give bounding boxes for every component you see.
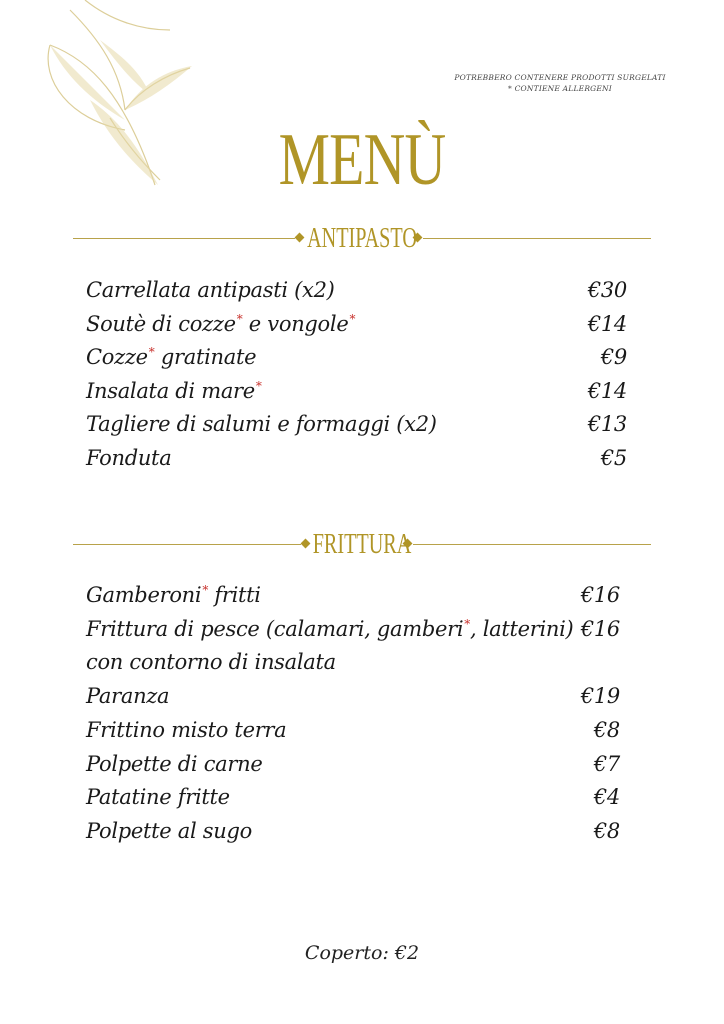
menu-item-name [86, 718, 286, 742]
item-text: Insalata di mare [86, 378, 255, 403]
section-title: FRITTURA [312, 529, 412, 560]
menu-item-name [86, 752, 263, 776]
menu-item-name [86, 583, 261, 607]
item-text: Carrellata antipasti (x2) [86, 278, 335, 302]
cover-charge: Coperto: €2 [304, 942, 420, 964]
item-text: Gamberoni [86, 583, 202, 607]
menu-item-name [86, 446, 171, 470]
menu-item-name [86, 684, 169, 708]
item-text: Frittura di pesce (calamari, gamberi [86, 616, 464, 641]
item-text: Tagliere di salumi e formaggi (x2) [86, 412, 437, 436]
section-title: ANTIPASTO [307, 223, 417, 254]
item-text: Cozze [86, 345, 148, 369]
item-text: Frittino misto terra [86, 717, 287, 742]
section-header-0 [73, 224, 651, 254]
menu-item-name [86, 412, 437, 436]
menu-item-price: €8 [593, 818, 620, 843]
menu-item-price: €7 [593, 751, 620, 776]
menu-item-name [86, 345, 256, 369]
menu-item-name [86, 312, 355, 336]
allergen-asterisk: * [148, 345, 155, 359]
allergens-note: * CONTIENE ALLERGENI [508, 84, 612, 93]
allergen-asterisk: * [255, 378, 262, 393]
menu-item-name [86, 617, 573, 641]
page-title: MENÙ [278, 119, 446, 201]
allergen-asterisk: * [464, 616, 470, 631]
item-text: con contorno di insalata [86, 650, 336, 675]
menu-item-name [86, 785, 230, 809]
menu-item-price: €30 [587, 278, 627, 302]
menu-item-price: €16 [580, 616, 620, 641]
menu-item-name [86, 278, 335, 302]
menu-item-price: €5 [600, 445, 627, 470]
item-text: e vongole [242, 311, 349, 336]
menu-item-price: €16 [580, 583, 620, 607]
item-text: fritti [208, 583, 261, 607]
menu-item-name [86, 819, 252, 843]
allergen-asterisk: * [236, 311, 243, 326]
item-text: Patatine fritte [86, 785, 230, 810]
item-text: Fonduta [86, 445, 172, 470]
menu-item-name [86, 379, 262, 403]
section-header-1 [73, 530, 651, 560]
item-text: Paranza [86, 684, 170, 709]
menu-item-price: €19 [580, 684, 620, 709]
allergen-notes [440, 72, 680, 94]
allergen-asterisk: * [202, 583, 209, 597]
item-text: Polpette di carne [86, 751, 263, 776]
menu-item-price: €4 [593, 785, 620, 810]
item-text: gratinate [154, 345, 257, 369]
allergen-asterisk: * [349, 311, 356, 326]
menu-item-price: €13 [587, 412, 627, 436]
menu-item-price: €14 [587, 378, 627, 403]
item-text: Polpette al sugo [86, 818, 252, 843]
menu-item-price: €14 [587, 311, 627, 336]
menu-item-price: €9 [600, 345, 627, 369]
menu-item-name [86, 650, 336, 674]
menu-item-price: €8 [593, 717, 620, 742]
frozen-products-note: POTREBBERO CONTENERE PRODOTTI SURGELATI [454, 73, 666, 82]
item-text: , latterini) [469, 616, 574, 641]
item-text: Soutè di cozze [86, 311, 236, 336]
